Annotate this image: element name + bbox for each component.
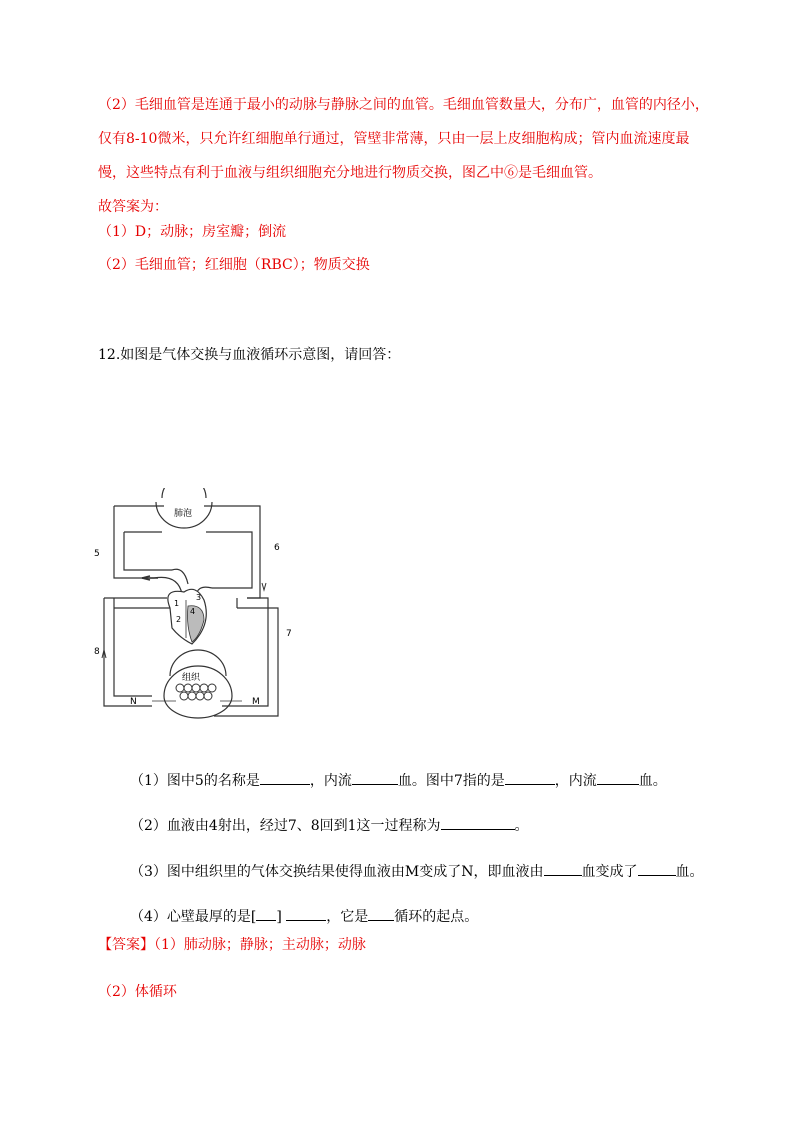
- label-6: 6: [274, 543, 280, 553]
- q1-part-d: ，内流: [554, 773, 597, 789]
- q4-part-b: ]: [276, 909, 282, 925]
- analysis-line-3: 慢，这些特点有利于血液与组织细胞充分地进行物质交换，图乙中⑥是毛细血管。: [98, 165, 602, 181]
- answer-block: [98, 935, 366, 955]
- q1-part-a: （1）图中5的名称是: [130, 773, 260, 789]
- label-5: 5: [94, 549, 100, 559]
- q3-blank-1[interactable]: [544, 861, 582, 876]
- label-M: M: [252, 697, 260, 707]
- q1-blank-3[interactable]: [505, 770, 555, 785]
- q3-blank-2[interactable]: [638, 861, 676, 876]
- label-4: 4: [190, 607, 196, 616]
- q3-part-a: （3）图中组织里的气体交换结果使得血液由M变成了N，即血液由: [130, 864, 544, 880]
- subquestion-3: [130, 861, 704, 882]
- q2-part-b: 。: [514, 818, 529, 834]
- label-8: 8: [94, 647, 100, 657]
- q1-blank-1[interactable]: [260, 770, 310, 785]
- answer-intro: 故答案为：: [98, 199, 168, 215]
- subquestion-4: [130, 906, 478, 927]
- circulation-diagram: [92, 488, 302, 720]
- q4-blank-2[interactable]: [286, 906, 326, 921]
- q3-part-c: 血。: [675, 864, 704, 880]
- label-1: 1: [174, 599, 180, 608]
- answer-line-2-text: （2）体循环: [98, 984, 177, 1000]
- q2-blank[interactable]: [441, 815, 515, 830]
- q1-blank-2[interactable]: [352, 770, 398, 785]
- label-N: N: [130, 697, 137, 707]
- q1-part-b: ，内流: [309, 773, 352, 789]
- q2-part-a: （2）血液由4射出，经过7、8回到1这一过程称为: [130, 818, 441, 834]
- q3-part-b: 血变成了: [581, 864, 638, 880]
- analysis-line-1: （2）毛细血管是连通于最小的动脉与静脉之间的血管。毛细血管数量大，分布广，血管的内径小，: [98, 97, 709, 113]
- q4-part-a: （4）心壁最厚的是[: [130, 909, 257, 925]
- q1-part-c: 血。图中7指的是: [397, 773, 505, 789]
- label-3: 3: [196, 593, 202, 602]
- label-2: 2: [176, 615, 182, 624]
- q4-blank-1[interactable]: [256, 906, 276, 921]
- analysis-line-2: 仅有8-10微米，只允许红细胞单行通过，管壁非常薄，只由一层上皮细胞构成；管内血流速度最: [98, 131, 690, 147]
- q4-part-d: 循环的起点。: [394, 909, 479, 925]
- subquestion-1: [130, 770, 667, 791]
- q4-part-c: ，它是: [326, 909, 369, 925]
- label-7: 7: [286, 629, 292, 639]
- q1-blank-4[interactable]: [597, 770, 639, 785]
- tissue-label: 组织: [182, 673, 201, 683]
- answer-line-1: （1）D；动脉；房室瓣；倒流: [98, 224, 287, 240]
- answer-line-2: （2）毛细血管；红细胞（RBC）；物质交换: [98, 257, 370, 273]
- answer-line-1-text: （1）肺动脉；静脉；主动脉；动脉: [154, 937, 366, 953]
- q4-blank-3[interactable]: [368, 906, 394, 921]
- subquestion-2: [130, 815, 529, 836]
- lung-label: 肺泡: [174, 509, 193, 519]
- question-title: 12.如图是气体交换与血液循环示意图，请回答：: [98, 347, 401, 363]
- q1-part-e: 血。: [638, 773, 667, 789]
- answer-label: 【答案】: [98, 937, 154, 953]
